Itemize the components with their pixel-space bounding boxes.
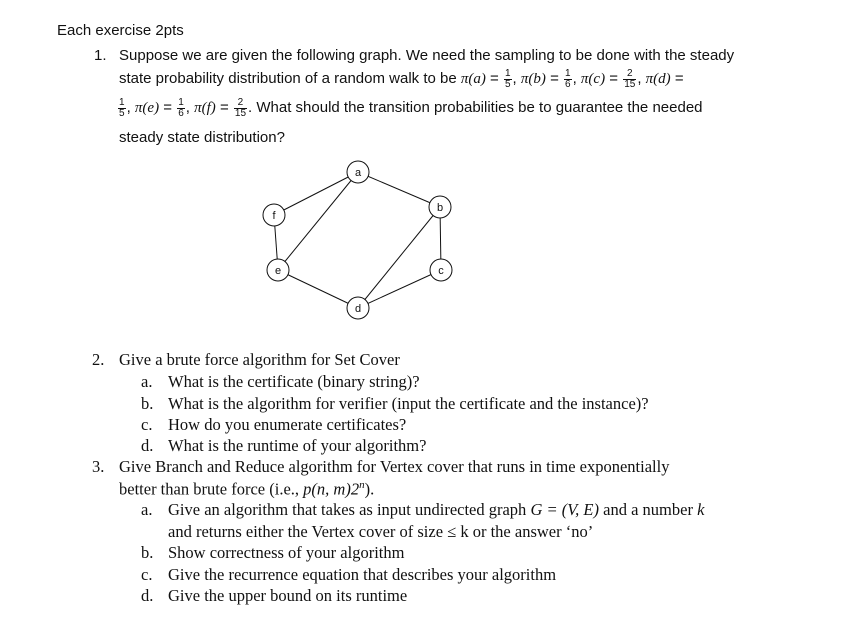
page-header: Each exercise 2pts: [57, 22, 184, 39]
edge-d-e: [278, 270, 358, 308]
q1-line2: state probability distribution of a random walk to be π(a) = $\frac{1}{5}$ , π(b) = $\frac{1}{6}$ , π(c) = $\frac{2}{15}$ , π(d) =: [119, 67, 684, 90]
q2-item-c: How do you enumerate certificates?: [168, 415, 407, 434]
q2-item-b-label: b.: [141, 394, 154, 413]
q3-item-c-label: c.: [141, 565, 153, 584]
q3-title-line1: Give Branch and Reduce algorithm for Vertex cover that runs in time exponentially: [119, 457, 670, 476]
q2-item-a-label: a.: [141, 372, 153, 391]
q1-line3: $\frac{1}{5}$ , π(e) = $\frac{1}{6}$ , π(f) = $\frac{2}{15}$ . What should the transition probabilities be to guarantee the needed: [119, 96, 703, 119]
q2-item-c-label: c.: [141, 415, 153, 434]
q3-number: 3.: [92, 457, 105, 476]
q3-item-a: Give an algorithm that takes as input undirected graph G = (V, E) and a number k: [168, 500, 705, 519]
q3-item-d-label: d.: [141, 586, 154, 605]
pi-c-fraction: $\frac{2}{15}$: [624, 67, 636, 90]
q2-item-d: What is the runtime of your algorithm?: [168, 436, 427, 455]
node-label-f: f: [272, 210, 276, 222]
q3-item-a-cont: and returns either the Vertex cover of size ≤ k or the answer ‘no’: [168, 522, 594, 541]
node-label-b: b: [436, 202, 444, 214]
pi-d-fraction: $\frac{1}{5}$: [119, 96, 125, 119]
pi-a-fraction: $\frac{1}{5}$: [504, 67, 511, 90]
q3-item-a-label: a.: [141, 500, 153, 519]
q1-line1: Suppose we are given the following graph. We need the sampling to be done with the steady: [119, 47, 735, 64]
q2-title: Give a brute force algorithm for Set Cover: [119, 350, 400, 369]
q2-number: 2.: [92, 350, 105, 369]
q2-item-b: What is the algorithm for verifier (input the certificate and the instance)?: [168, 394, 649, 413]
pi-e-fraction: $\frac{1}{6}$: [178, 96, 184, 119]
q3-title-line2: better than brute force (i.e., p(n, m)2$^n$).: [119, 479, 375, 499]
edge-e-a: [278, 172, 358, 270]
q3-item-d: Give the upper bound on its runtime: [168, 586, 408, 605]
node-label-d: d: [354, 303, 362, 315]
pi-f-fraction: $\frac{2}{15}$: [234, 96, 247, 119]
q1-line3-tail: What should the transition probabilities be to guarantee the needed: [256, 99, 703, 116]
q3-item-b: Show correctness of your algorithm: [168, 543, 405, 562]
q3-item-b-label: b.: [141, 543, 154, 562]
edge-f-a: [274, 172, 358, 215]
edge-b-d: [358, 207, 440, 308]
node-label-a: a: [354, 167, 362, 179]
q1-line2-lead: state probability distribution of a random walk to be: [119, 70, 457, 87]
q1-number: 1.: [94, 47, 107, 64]
node-label-e: e: [274, 265, 282, 277]
q2-item-a: What is the certificate (binary string)?: [168, 372, 420, 391]
pi-b-fraction: $\frac{1}{6}$: [565, 67, 571, 90]
edge-a-b: [358, 172, 440, 207]
q1-line4: steady state distribution?: [119, 129, 285, 146]
edge-c-d: [358, 270, 441, 308]
node-label-c: c: [438, 265, 444, 277]
q2-item-d-label: d.: [141, 436, 154, 455]
q3-item-c: Give the recurrence equation that describes your algorithm: [168, 565, 557, 584]
